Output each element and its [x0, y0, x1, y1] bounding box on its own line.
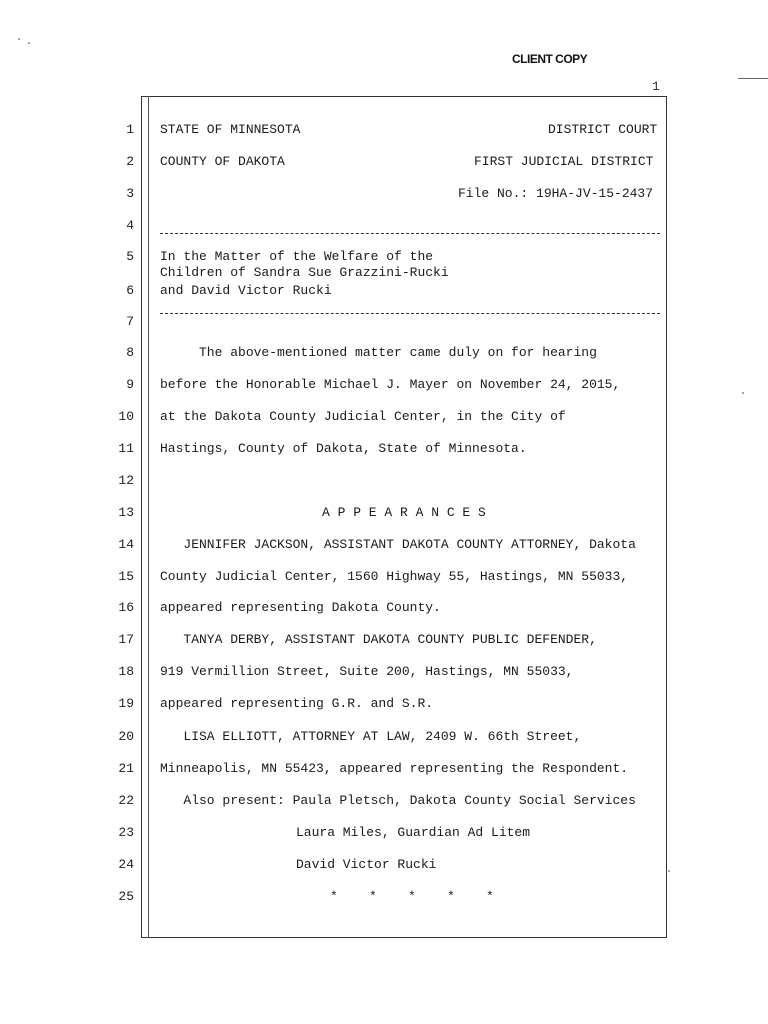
line-number: 16 [118, 600, 134, 615]
line-number: 21 [118, 761, 134, 776]
line-number: 8 [126, 345, 134, 360]
line-number: 11 [118, 441, 134, 456]
caption-county: COUNTY OF DAKOTA [160, 154, 285, 169]
appearances-heading: A P P E A R A N C E S [322, 505, 486, 520]
body-line: County Judicial Center, 1560 Highway 55, Hastings, MN 55033, [160, 569, 629, 584]
body-line: JENNIFER JACKSON, ASSISTANT DAKOTA COUNTY ATTORNEY, Dakota [160, 537, 636, 552]
body-line: appeared representing Dakota County. [160, 600, 441, 615]
file-number: File No.: 19HA-JV-15-2437 [458, 186, 654, 201]
line-number: 6 [126, 283, 134, 298]
page-number: 1 [652, 79, 660, 94]
matter-line: In the Matter of the Welfare of the [160, 249, 434, 264]
line-number: 17 [118, 632, 134, 647]
caption-court: DISTRICT COURT [548, 122, 658, 137]
scan-speck [18, 38, 20, 40]
matter-line: and David Victor Rucki [160, 283, 332, 298]
line-number: 19 [118, 696, 134, 711]
body-line: David Victor Rucki [296, 857, 437, 872]
line-number: 2 [126, 154, 134, 169]
body-line: before the Honorable Michael J. Mayer on November 24, 2015, [160, 377, 621, 392]
body-line: TANYA DERBY, ASSISTANT DAKOTA COUNTY PUBLIC DEFENDER, [160, 632, 597, 647]
line-number: 3 [126, 186, 134, 201]
edge-mark [738, 78, 768, 79]
section-end-asterisks: * * * * * [330, 889, 494, 904]
line-number: 12 [118, 473, 134, 488]
body-line: 919 Vermillion Street, Suite 200, Hastings, MN 55033, [160, 664, 574, 679]
caption-divider [160, 233, 660, 234]
body-line: Laura Miles, Guardian Ad Litem [296, 825, 531, 840]
body-line: The above-mentioned matter came duly on for hearing [160, 345, 597, 360]
body-line: appeared representing G.R. and S.R. [160, 696, 434, 711]
line-number: 15 [118, 569, 134, 584]
line-number: 4 [126, 218, 134, 233]
line-number: 7 [126, 314, 134, 329]
line-number: 22 [118, 793, 134, 808]
scan-speck [28, 42, 30, 44]
scan-speck [742, 392, 744, 394]
matter-line: Children of Sandra Sue Grazzini-Rucki [160, 265, 449, 280]
body-line: LISA ELLIOTT, ATTORNEY AT LAW, 2409 W. 66th Street, [160, 729, 582, 744]
body-line: Also present: Paula Pletsch, Dakota County Social Services [160, 793, 636, 808]
body-line: Hastings, County of Dakota, State of Minnesota. [160, 441, 527, 456]
line-number: 10 [118, 409, 134, 424]
line-number: 5 [126, 249, 134, 264]
caption-district: FIRST JUDICIAL DISTRICT [474, 154, 654, 169]
scan-speck [668, 870, 670, 872]
caption-state: STATE OF MINNESOTA [160, 122, 301, 137]
line-number: 18 [118, 664, 134, 679]
line-number: 23 [118, 825, 134, 840]
client-copy-stamp: CLIENT COPY [512, 52, 588, 66]
line-number: 20 [118, 729, 134, 744]
margin-rule [148, 96, 149, 938]
line-number: 9 [126, 377, 134, 392]
line-number: 14 [118, 537, 134, 552]
caption-divider [160, 313, 660, 314]
line-number: 13 [118, 505, 134, 520]
line-number: 1 [126, 122, 134, 137]
body-line: Minneapolis, MN 55423, appeared representing the Respondent. [160, 761, 629, 776]
line-number: 24 [118, 857, 134, 872]
line-number: 25 [118, 889, 134, 904]
body-line: at the Dakota County Judicial Center, in the City of [160, 409, 566, 424]
